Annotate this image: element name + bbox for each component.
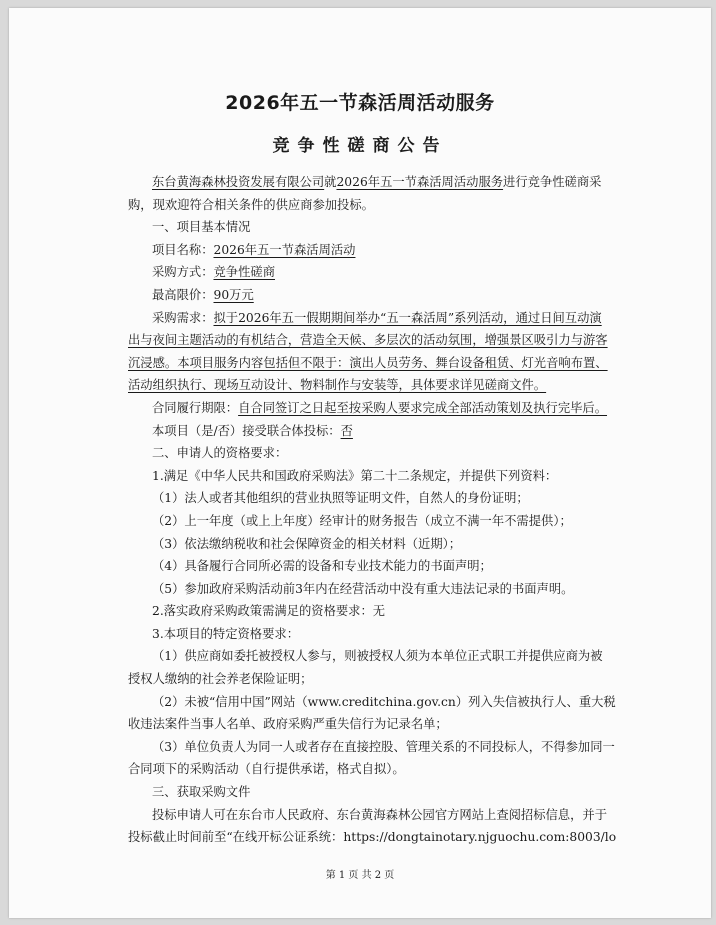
req-3-a-2: 授权人缴纳的社会养老保险证明； [128, 672, 313, 687]
purchaser-name: 东台黄海森林投资发展有限公司 [152, 175, 325, 189]
req-1-c: （3）依法缴纳税收和社会保障资金的相关材料（近期）； [152, 536, 462, 551]
period-row: 合同履行期限：自合同签订之日起至按采购人要求完成全部活动策划及执行完毕后。 [152, 400, 608, 415]
req-3-b-2: 收违法案件当事人名单、政府采购严重失信行为记录名单； [128, 717, 448, 732]
req-3-a-1: （1）供应商如委托被授权人参与，则被授权人须为本单位正式职工并提供应商为被 [152, 649, 603, 664]
s3-line-1: 投标申请人可在东台市人民政府、东台黄海森林公园官方网站上查阅招标信息，并于 [152, 807, 607, 822]
section-1-heading: 一、项目基本情况 [152, 220, 251, 235]
document-title: 2026年五一节森活周活动服务 [225, 92, 495, 114]
page-number: 第 1 页 共 2 页 [325, 870, 395, 881]
price-row: 最高限价：90万元 [152, 287, 254, 302]
project-name-row: 项目名称：2026年五一节森活周活动 [152, 242, 356, 257]
consortium-value: 否 [340, 423, 353, 438]
req-1-b: （2）上一年度（或上上年度）经审计的财务报告（成立不满一年不需提供）； [152, 513, 572, 528]
document-page [9, 8, 711, 918]
intro-line-2: 购，现欢迎符合相关条件的供应商参加投标。 [128, 197, 374, 212]
section-3-heading: 三、获取采购文件 [152, 785, 251, 800]
demand-row-1: 采购需求：拟于2026年五一假期期间举办“五一森活周”系列活动，通过日间互动演 [152, 310, 602, 325]
req-3: 3.本项目的特定资格要求： [152, 626, 299, 641]
document-subtitle: 竞争性磋商公告 [272, 136, 448, 156]
req-3-b-1: （2）未被“信用中国”网站（www.creditchina.gov.cn）列入失信被执行人、重大税 [152, 694, 616, 709]
project-name-value: 2026年五一节森活周活动 [213, 242, 356, 257]
price-value: 90万元 [213, 287, 254, 302]
req-1-e: （5）参加政府采购活动前3年内在经营活动中没有重大违法记录的书面声明。 [152, 581, 574, 596]
project-name-inline: 2026年五一节森活周活动服务 [336, 175, 504, 189]
req-1-d: （4）具备履行合同所必需的设备和专业技术能力的书面声明； [152, 559, 492, 574]
demand-row-2: 出与夜间主题活动的有机结合，营造全天候、多层次的活动氛围，增强景区吸引力与游客 [128, 333, 608, 348]
req-1-a: （1）法人或者其他组织的营业执照等证明文件，自然人的身份证明； [152, 491, 529, 506]
req-2: 2.落实政府采购政策需满足的资格要求：无 [152, 604, 386, 619]
document-body [128, 171, 617, 849]
method-value: 竞争性磋商 [213, 265, 275, 280]
period-value: 自合同签订之日起至按采购人要求完成全部活动策划及执行完毕后。 [238, 400, 608, 415]
intro-line-1: 东台黄海森林投资发展有限公司就2026年五一节森活周活动服务进行竞争性磋商采 [152, 175, 602, 189]
section-2-heading: 二、申请人的资格要求： [152, 446, 288, 461]
method-row: 采购方式：竞争性磋商 [152, 265, 275, 280]
demand-text-1: 拟于2026年五一假期期间举办“五一森活周”系列活动，通过日间互动演 [213, 310, 602, 325]
consortium-row: 本项目（是/否）接受联合体投标：否 [152, 423, 353, 438]
req-1: 1.满足《中华人民共和国政府采购法》第二十二条规定，并提供下列资料： [152, 468, 558, 483]
demand-row-3: 沉浸感。本项目服务内容包括但不限于：演出人员劳务、舞台设备租赁、灯光音响布置、 [128, 355, 608, 370]
req-3-c-1: （3）单位负责人为同一人或者存在直接控股、管理关系的不同投标人，不得参加同一 [152, 739, 615, 754]
s3-line-2: 投标截止时间前至“在线开标公证系统：https://dongtainotary.njguochu.com:8003/lo [128, 830, 617, 845]
req-3-c-2: 合同项下的采购活动（自行提供承诺，格式自拟）。 [128, 762, 405, 777]
demand-row-4: 活动组织执行、现场互动设计、物料制作与安装等，具体要求详见磋商文件。 [128, 378, 547, 393]
